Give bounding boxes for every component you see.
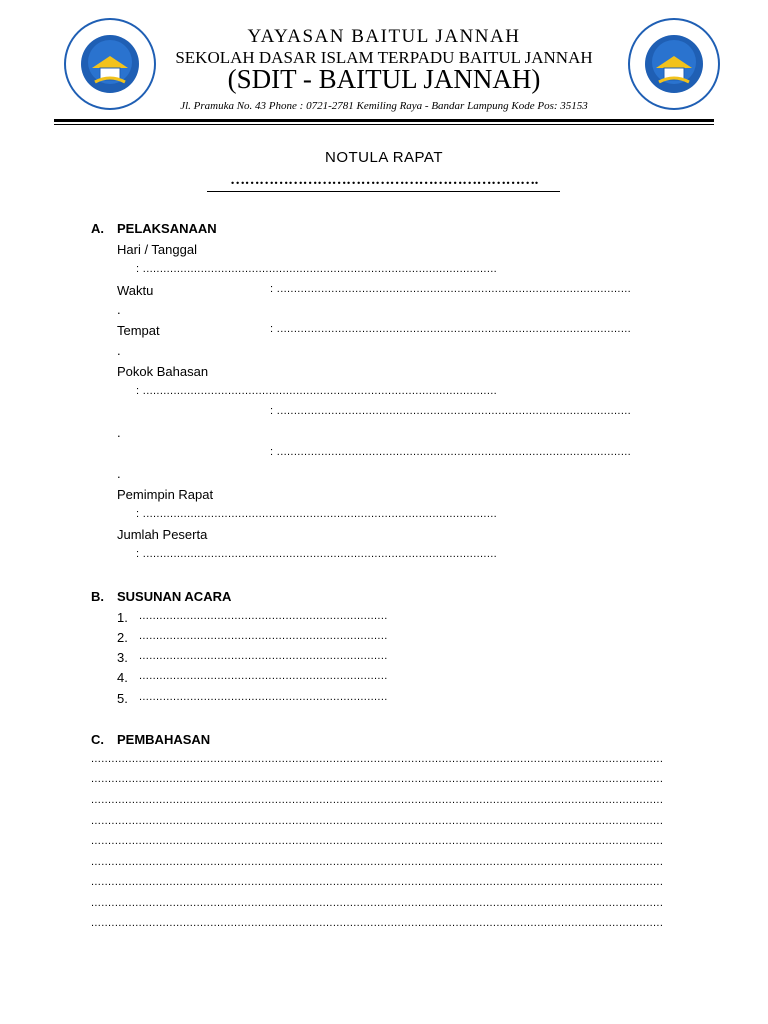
school-short-name: (SDIT - BAITUL JANNAH) bbox=[227, 64, 541, 94]
jumlah-peserta-label: Jumlah Peserta bbox=[117, 527, 208, 542]
section-a-letter: A. bbox=[91, 221, 104, 236]
discussion-line: ........................................................................................................................................................................ bbox=[91, 815, 664, 827]
pokok-bahasan-field-1: : ........................................................................................................ bbox=[136, 385, 498, 397]
foundation-name: YAYASAN BAITUL JANNAH bbox=[247, 26, 521, 47]
agenda-item-number: 5. bbox=[117, 691, 128, 706]
agenda-item-number: 1. bbox=[117, 610, 128, 625]
tempat-label: Tempat bbox=[117, 323, 160, 338]
agenda-item-number: 4. bbox=[117, 670, 128, 685]
letterhead-rule-thin bbox=[54, 124, 714, 125]
hari-tanggal-label: Hari / Tanggal bbox=[117, 242, 197, 257]
section-c-letter: C. bbox=[91, 732, 104, 747]
subtitle-underline bbox=[207, 191, 560, 192]
section-c-heading: PEMBAHASAN bbox=[117, 732, 211, 747]
tempat-field: : ........................................................................................................ bbox=[270, 323, 632, 335]
pokok-bahasan-field-3: : ........................................................................................................ bbox=[270, 446, 632, 458]
jumlah-peserta-field: : ........................................................................................................ bbox=[136, 548, 498, 560]
pokok-bahasan-period-2: . bbox=[117, 466, 121, 481]
discussion-line: ........................................................................................................................................................................ bbox=[91, 876, 664, 888]
document-subtitle: ………………………………………………………. bbox=[230, 172, 538, 188]
discussion-line: ........................................................................................................................................................................ bbox=[91, 794, 664, 806]
letterhead-rule-thick bbox=[54, 119, 714, 122]
agenda-item-line: ......................................................................... bbox=[139, 610, 388, 622]
agenda-item-line: ......................................................................... bbox=[139, 670, 388, 682]
section-b-heading: SUSUNAN ACARA bbox=[117, 589, 232, 604]
discussion-line: ........................................................................................................................................................................ bbox=[91, 917, 664, 929]
discussion-line: ........................................................................................................................................................................ bbox=[91, 773, 664, 785]
document-title: NOTULA RAPAT bbox=[325, 149, 443, 166]
agenda-item-line: ......................................................................... bbox=[139, 650, 388, 662]
pokok-bahasan-period-1: . bbox=[117, 425, 121, 440]
discussion-line: ........................................................................................................................................................................ bbox=[91, 835, 664, 847]
waktu-label: Waktu bbox=[117, 283, 154, 298]
agenda-item-line: ......................................................................... bbox=[139, 630, 388, 642]
discussion-line: ........................................................................................................................................................................ bbox=[91, 897, 664, 909]
discussion-line: ........................................................................................................................................................................ bbox=[91, 753, 664, 765]
school-name: SEKOLAH DASAR ISLAM TERPADU BAITUL JANNAH bbox=[175, 48, 593, 67]
pokok-bahasan-field-2: : ........................................................................................................ bbox=[270, 405, 632, 417]
tempat-period: . bbox=[117, 343, 121, 358]
section-a-heading: PELAKSANAAN bbox=[117, 221, 217, 236]
agenda-item-line: ......................................................................... bbox=[139, 691, 388, 703]
waktu-period: . bbox=[117, 302, 121, 317]
section-b-letter: B. bbox=[91, 589, 104, 604]
pemimpin-rapat-label: Pemimpin Rapat bbox=[117, 487, 214, 502]
discussion-line: ........................................................................................................................................................................ bbox=[91, 856, 664, 868]
hari-tanggal-field: : ........................................................................................................ bbox=[136, 263, 498, 275]
waktu-field: : ........................................................................................................ bbox=[270, 283, 632, 295]
pokok-bahasan-label: Pokok Bahasan bbox=[117, 364, 209, 379]
pemimpin-rapat-field: : ........................................................................................................ bbox=[136, 508, 498, 520]
agenda-item-number: 3. bbox=[117, 650, 128, 665]
school-address: Jl. Pramuka No. 43 Phone : 0721-2781 Kemiling Raya - Bandar Lampung Kode Pos: 35153 bbox=[180, 100, 588, 112]
agenda-item-number: 2. bbox=[117, 630, 128, 645]
